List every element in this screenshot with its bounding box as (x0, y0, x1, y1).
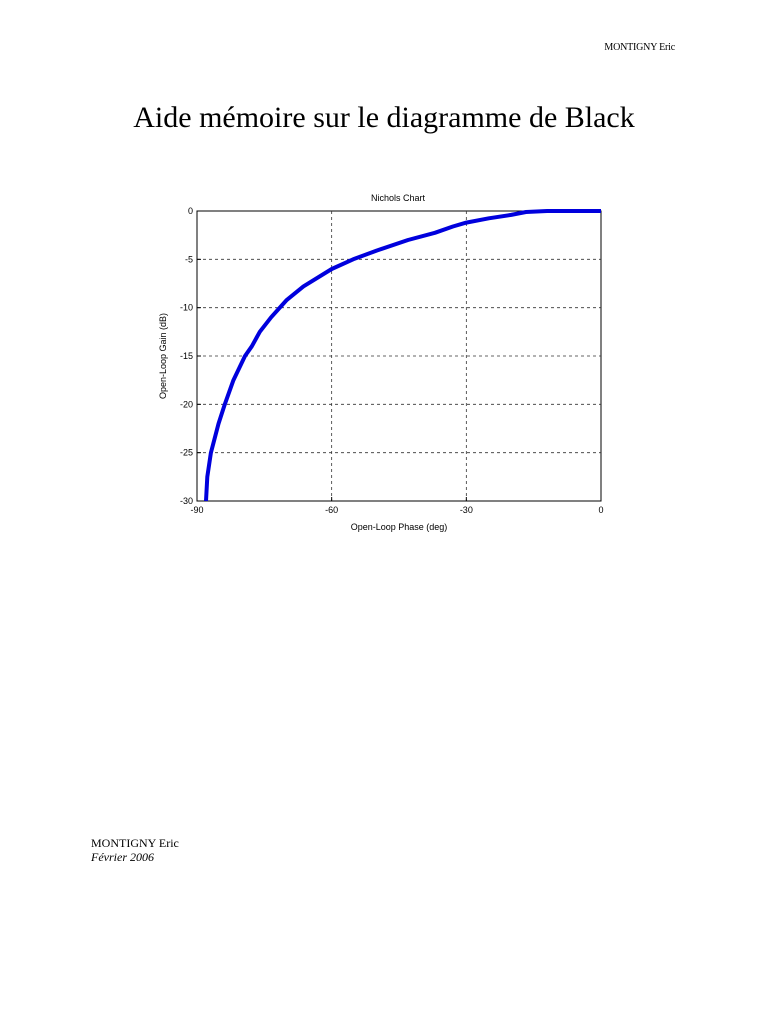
y-tick-label: -25 (179, 447, 193, 458)
y-tick-label: -20 (179, 399, 193, 410)
y-axis-label: Open-Loop Gain (dB) (158, 312, 168, 400)
nichols-chart (150, 186, 620, 540)
chart-title: Nichols Chart (370, 193, 426, 203)
document-title: Aide mémoire sur le diagramme de Black (133, 101, 635, 134)
y-tick-label: 0 (187, 206, 193, 216)
footer (91, 836, 179, 864)
y-tick-label: -30 (179, 496, 193, 506)
footer-date: Février 2006 (91, 850, 154, 864)
footer-author: MONTIGNY Eric (91, 836, 179, 850)
x-tick-label: -30 (459, 505, 473, 515)
x-tick-label: -90 (190, 505, 204, 515)
y-tick-label: -5 (184, 254, 193, 265)
header-author: MONTIGNY Eric (604, 42, 675, 53)
y-tick-label: -15 (179, 351, 193, 361)
y-tick-label: -10 (179, 302, 193, 313)
grid-lines (197, 211, 601, 501)
x-axis-label: Open-Loop Phase (deg) (350, 522, 448, 532)
x-tick-label: -60 (325, 505, 339, 515)
chart-svg (150, 186, 620, 540)
x-tick-label: 0 (598, 505, 604, 515)
